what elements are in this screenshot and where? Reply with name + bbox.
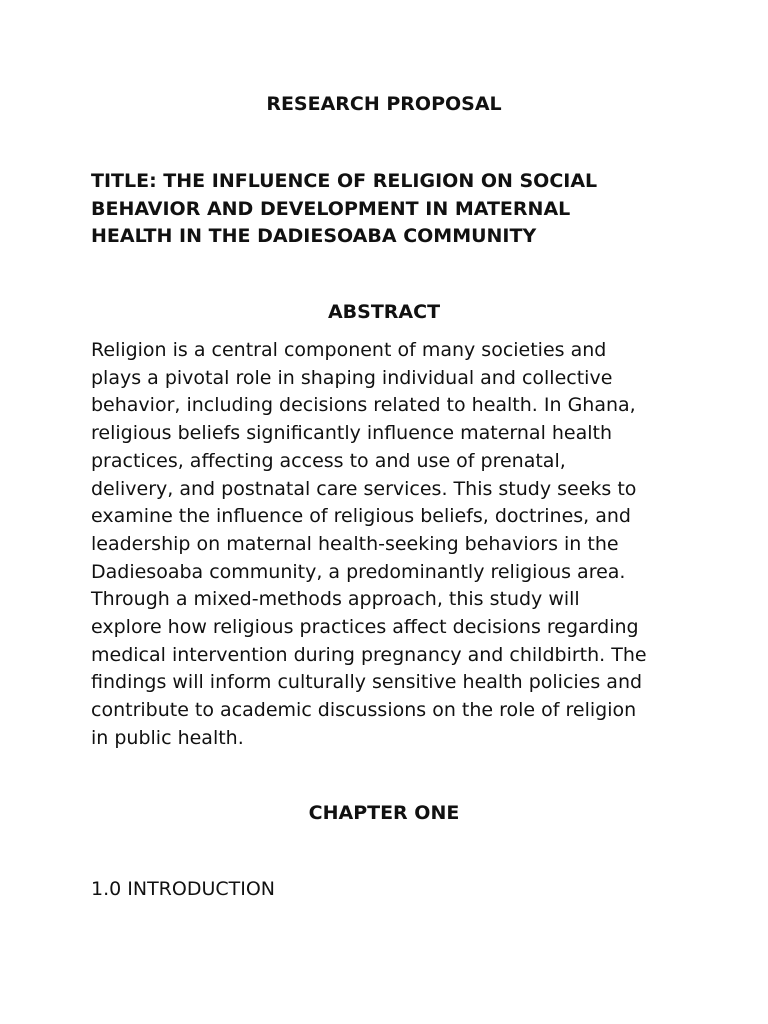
title-line: TITLE: THE INFLUENCE OF RELIGION ON SOCIAL <box>91 170 598 192</box>
abstract-line: leadership on maternal health-seeking behaviors in the <box>91 532 619 555</box>
abstract-line: examine the influence of religious beliefs, doctrines, and <box>91 505 631 528</box>
abstract-line: Dadiesoaba community, a predominantly religious area. <box>91 560 626 583</box>
abstract-line: contribute to academic discussions on the role of religion <box>91 699 637 722</box>
abstract-line: findings will inform culturally sensitive health policies and <box>91 671 643 694</box>
abstract-line: behavior, including decisions related to health. In Ghana, <box>91 394 636 417</box>
abstract-line: practices, affecting access to and use of prenatal, <box>91 449 566 472</box>
abstract-line: Religion is a central component of many societies and <box>91 339 607 361</box>
document-title <box>91 168 691 251</box>
abstract-heading: ABSTRACT <box>327 301 441 323</box>
title-line: BEHAVIOR AND DEVELOPMENT IN MATERNAL <box>91 197 571 220</box>
abstract-line: religious beliefs significantly influence maternal health <box>91 422 613 445</box>
abstract-line: delivery, and postnatal care services. This study seeks to <box>91 477 637 500</box>
abstract-line: medical intervention during pregnancy and childbirth. The <box>91 643 647 666</box>
title-line: HEALTH IN THE DADIESOABA COMMUNITY <box>91 225 537 247</box>
section-heading: 1.0 INTRODUCTION <box>91 878 276 900</box>
abstract-paragraph <box>91 337 691 753</box>
abstract-line: in public health. <box>91 726 244 749</box>
abstract-line: explore how religious practices affect decisions regarding <box>91 616 639 639</box>
document-header: RESEARCH PROPOSAL <box>266 93 502 115</box>
abstract-line: plays a pivotal role in shaping individual and collective <box>91 366 613 389</box>
abstract-line: Through a mixed-methods approach, this study will <box>91 588 580 611</box>
chapter-heading: CHAPTER ONE <box>308 802 460 824</box>
